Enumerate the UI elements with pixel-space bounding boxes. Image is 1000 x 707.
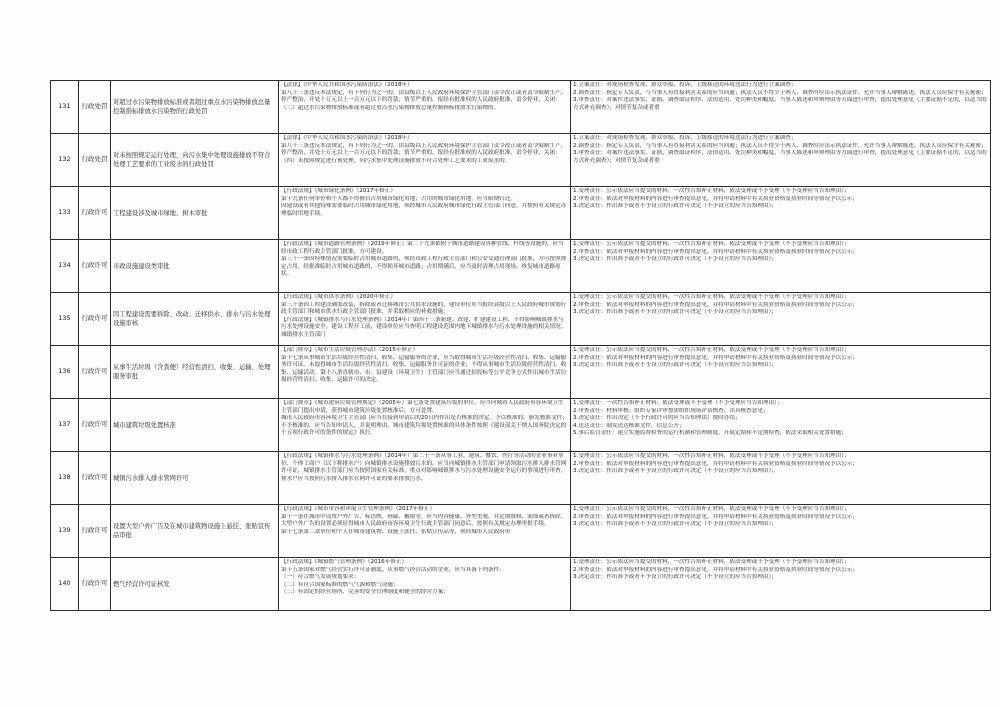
- responsibility-item: 2.审查责任：依法对申报材料的内容进行审查提出意见，并将申请材料中有关执业资格及执业时间等情况予以公示；: [573, 195, 859, 202]
- responsibility-item: 4.送达责任：制发送达核准文件，信息公开；: [573, 422, 685, 429]
- responsibility-item: 1.立案责任：对现场检查发现、群众举报、投诉、上级移送的环境违法行为进行立案调查；: [573, 135, 797, 141]
- responsibility-item: 3.决定责任：作出准予或者不予设立的行政许可决定（不予设立的应当告知理由）；: [573, 309, 777, 315]
- responsibility-item: 2.审查责任：材料审核；组织专家评审按需组织现场评估核查，出具核查意见；: [573, 407, 769, 414]
- row-category: 行政许可: [79, 240, 111, 293]
- row-category: 行政许可: [79, 558, 111, 611]
- row-number: 139: [51, 505, 79, 558]
- legal-basis-paragraph: 【行政法规】《城市市容和环境卫生管理条例》（2017年修正）: [281, 506, 436, 512]
- legal-basis-paragraph: 【行政法规】《城镇排水与污水处理条例》（2014年）第四十三条新建、改建、扩建建设工程，不得影响城镇排水与污水处理设施安全。建设工程开工前，建设单位应当查明工程建设范围内地下城镇排水与污水处理设施的相关情况。城镇排水主管部门: [281, 316, 567, 338]
- row-number: 137: [51, 399, 79, 452]
- legal-basis-paragraph: （三）有固定的经营场所、完善的安全管理制度和健全的经营方案；: [281, 589, 449, 595]
- responsibility-item: 3.决定责任：作出准予或者不予设立的行政许可决定（不予设立的应当告知理由）；: [573, 574, 777, 580]
- responsibility-item: 3.决定责任：作出决定（不予行政许可的应当告知理由）按时办结；: [573, 415, 741, 421]
- legal-basis-paragraph: 城市人民政府市容环境卫生主管部门应当在接到申请后的20日内作出是否核准的决定。予以核准的，颁发核准文件；不予核准的，应当告知申请人，并说明理由。城市建筑垃圾处置核准的具体条件按照《建设部关于纳入国务院决定的十五项行政许可的条件的规定》执行。: [281, 415, 568, 436]
- row-item-name: 市政设施建设类审批: [111, 240, 279, 293]
- legal-basis-paragraph: 第八十三条违反本法规定，有下列行为之一的，由县级以上人民政府环境保护主管部门责令改正或者责令限制生产、停产整治，并处十万元以上一百万元以下的罚款；情节严重的，报经有批准权的人民政府批准，责令停业、关闭：: [281, 89, 567, 103]
- row-category: 行政许可: [79, 452, 111, 505]
- row-category: 行政许可: [79, 293, 111, 346]
- responsibility-item: 1.受理责任：公示依法应当提交的材料，一次性告知补正材料，依法受理或不予受理（不予受理应当告知理由）；: [573, 188, 850, 194]
- table-row: [51, 558, 991, 611]
- legal-basis-paragraph: 因建设或者其他特殊需要临时占用城市绿化用地，须经城市人民政府城市绿化行政主管部门同意，并按照有关规定办理临时用地手续。: [281, 203, 567, 217]
- legal-basis-paragraph: （二）有符合国家标准的燃气气源和燃气设施；: [281, 581, 399, 588]
- power-list-table: [50, 80, 991, 611]
- responsibility-item: 3.审查责任：对案件违法事实、证据、调查取证程序、法律适用、处罚种类和幅度、当事人陈述和申辩理由等方面进行审查，提出处理意见（主要证据不足的，以适当的方式补充调查）；对情节复杂或者重: [573, 150, 987, 164]
- legal-basis-paragraph: 第十九条任何单位和个人都不得擅自占用城市绿化用地；占用的城市绿化用地，应当限期归还。: [281, 195, 516, 202]
- legal-basis-paragraph: 第八十三条违反本法规定，有下列行为之一的，由县级以上人民政府环境保护主管部门责令改正或者责令限制生产、停产整治，并处十万元以上一百万元以下的罚款；情节严重的，报经有批准权的人民政府批准，责令停业、关闭：: [281, 142, 567, 156]
- row-legal-basis: [279, 452, 571, 505]
- row-responsibilities: [571, 399, 991, 452]
- legal-basis-paragraph: 第三十条因工程建设确需改装、拆除或者迁移城市公共供水设施的，建设单位应当报经县级以上人民政府城市规划行政主管部门和城市供水行政主管部门批准，并采取相应的补救措施。: [281, 301, 567, 315]
- responsibility-item: 2.审查责任：依法对申报材料的内容进行审查提出意见，并将申请材料中有关执业资格及执业时间等情况予以公示；: [573, 301, 859, 308]
- row-responsibilities: [571, 346, 991, 399]
- row-item-name: 燃气经营许可证核发: [111, 558, 279, 611]
- row-legal-basis: [279, 81, 571, 134]
- table-row: [51, 293, 991, 346]
- responsibility-item: 1.受理责任：公示依法应当提交的材料，一次性告知补正材料，依法受理或不予受理（不予受理应当告知理由）；: [573, 241, 850, 247]
- row-item-name: 对超过水污染物排放标准或者超过重点水污染物排放总量控制指标排放水污染物的行政处罚: [111, 81, 279, 134]
- row-number: 133: [51, 187, 79, 240]
- row-category: 行政处罚: [79, 134, 111, 187]
- row-legal-basis: [279, 558, 571, 611]
- legal-basis-paragraph: 第十五条国家对燃气经营实行许可证制度。从事燃气经营活动的企业，应当具备下列条件：: [281, 566, 505, 573]
- row-item-name: 因工程建设需要拆除、改动、迁移供水、排水与污水处理设施审核: [111, 293, 279, 346]
- responsibility-item: 3.审查责任：对案件违法事实、证据、调查取证程序、法律适用、处罚种类和幅度、当事人陈述和申辩理由等方面进行审查，提出处理意见（主要证据不足的，以适当的方式补充调查）；对情节复杂或者重: [573, 97, 987, 111]
- row-item-name: 设置大型户外广告及在城市建筑物设施上悬挂、张贴宣传品审批: [111, 505, 279, 558]
- row-category: 行政许可: [79, 346, 111, 399]
- row-item-name: 城市建筑垃圾处置核准: [111, 399, 279, 452]
- legal-basis-paragraph: （一）符合燃气发展规划要求；: [281, 574, 360, 580]
- responsibility-item: 1.受理责任：公示依法应当提交的材料，一次性告知补正材料，依法受理或不予受理（不予受理应当告知理由）；: [573, 453, 850, 459]
- legal-basis-paragraph: （二）超过水污染物排放标准或者超过重点水污染物排放总量控制指标排放水污染物的。: [281, 104, 500, 111]
- legal-basis-paragraph: 【行政法规】《城镇排水与污水处理条例》（2014年）第二十一条从事工业、建筑、餐饮、医疗等活动的企业事业单位、个体工商户（以下称排水户）向城镇排水设施排放污水的，应当向城镇排水主管部门申请领取污水排入排水管网许可证。城镇排水主管部门应当按照国家有关标准，重点对影响城镇排水与污水处理设施安全运行的事项进行审查。: [281, 453, 567, 474]
- table-row: [51, 134, 991, 187]
- row-item-name: 对未按照规定运行处理、向污水集中处理设施排放不符合处理工艺要求的工业废水的行政处罚: [111, 134, 279, 187]
- legal-basis-paragraph: 【法律】《中华人民共和国水污染防治法》（2018年）: [281, 135, 413, 141]
- row-responsibilities: [571, 187, 991, 240]
- row-number: 135: [51, 293, 79, 346]
- row-legal-basis: [279, 187, 571, 240]
- legal-basis-paragraph: 第十七条从事城市生活垃圾经营性清扫、收集、运输服务的企业，应当取得城市生活垃圾经营性清扫、收集、运输服务许可证。未取得城市生活垃圾经营性清扫、收集、运输服务许可证的企业，不得从事城市生活垃圾经营性清扫、收集、运输活动。第十八条直辖市、市、县建设（环境卫生）主管部门应当通过招投标等公平竞争方式作出城市生活垃圾经营性清扫、收集、运输许可的决定。: [281, 354, 567, 383]
- legal-basis-paragraph: 【行政法规】《城镇燃气管理条例》（2016年修正）: [281, 559, 408, 565]
- responsibility-item: 1.受理责任：公示依法应当提交的材料，一次性告知补正材料，依法受理或不予受理（不予受理应当告知理由）；: [573, 347, 850, 353]
- legal-basis-paragraph: 【部门规章】《城市建筑垃圾管理规定》（2005年）第七条处置建筑垃圾的单位，应当向城市人民政府市容环境卫生主管部门提出申请，获得城市建筑垃圾处置核准后，方可处置。: [281, 400, 564, 414]
- legal-basis-paragraph: 【部门规章】《城市生活垃圾管理办法》（2015年修正）: [281, 347, 419, 353]
- row-number: 132: [51, 134, 79, 187]
- responsibility-item: 1.受理责任：一次性告知补正材料；依法受理或不予受理（不予受理应当告知理由）；: [573, 400, 783, 406]
- table-row: [51, 81, 991, 134]
- table-row: [51, 346, 991, 399]
- table-row: [51, 240, 991, 293]
- legal-basis-paragraph: 【行政法规】《城市供水条例》（2020年修正）: [281, 294, 396, 300]
- responsibility-item: 1.受理责任：公示依法应当提交的材料，一次性告知补正材料，依法受理或不予受理（不予受理应当告知理由）；: [573, 506, 850, 512]
- row-legal-basis: [279, 346, 571, 399]
- responsibility-item: 2.审查责任：依法对申报材料的内容进行审查提出意见，并将申请材料中有关执业资格及执业时间等情况予以公示；: [573, 566, 859, 573]
- legal-basis-paragraph: 第三十一条因特殊情况需要临时占用城市道路的，须经市政工程行政主管部门和公安交通管理部门批准，方可按照规定占用。经批准临时占用城市道路的，不得损坏城市道路；占用期满后，应当及时清理占用现场，恢复城市道路原状。: [281, 256, 567, 277]
- responsibility-item: 1.立案责任：对现场检查发现、群众举报、投诉、上级移送的环境违法行为进行立案调查；: [573, 82, 797, 88]
- legal-basis-paragraph: 第十一条在城市中设置户外广告、标语牌、画廊、橱窗等，应当内容健康、外型美观，并定期维修、油饰或者拆除。大型户外广告的设置必须征得城市人民政府市容环境卫生行政主管部门同意后，按照有关规定办理审批手续。: [281, 513, 567, 527]
- responsibility-item: 3.决定责任：作出准予或者不予设立的行政许可决定（不予设立的应当告知理由）；: [573, 468, 777, 474]
- responsibility-item: 2.调查责任：指定专人负责，与当事人有直接利害关系的应当回避；执法人员不得少于两人，调查时应出示执法证件，允许当事人辩解陈述，执法人员应保守有关秘密；: [573, 89, 987, 96]
- row-legal-basis: [279, 399, 571, 452]
- row-category: 行政许可: [79, 187, 111, 240]
- row-responsibilities: [571, 81, 991, 134]
- row-responsibilities: [571, 505, 991, 558]
- legal-basis-paragraph: 第十七条第二款单位和个人在城市建筑物、设施上张挂、张贴宣传品等，须经城市人民政府市: [281, 528, 511, 535]
- row-legal-basis: [279, 240, 571, 293]
- responsibility-item: 3.决定责任：作出准予或者不予设立的行政许可决定（不予设立的应当告知理由）；: [573, 521, 777, 527]
- table-row: [51, 399, 991, 452]
- table-body: [51, 81, 991, 611]
- responsibility-item: 3.决定责任：作出准予或者不予设立的行政许可决定（不予设立的应当告知理由）；: [573, 203, 777, 209]
- row-responsibilities: [571, 293, 991, 346]
- row-legal-basis: [279, 134, 571, 187]
- row-item-name: 城镇污水排入排水管网许可: [111, 452, 279, 505]
- row-number: 140: [51, 558, 79, 611]
- responsibility-item: 1.受理责任：公示依法应当提交的材料，一次性告知补正材料，依法受理或不予受理（不予受理应当告知理由）；: [573, 559, 850, 565]
- table-row: [51, 505, 991, 558]
- row-category: 行政处罚: [79, 81, 111, 134]
- responsibility-item: 2.审查责任：依法对申报材料的内容进行审查提出意见，并将申请材料中有关执业资格及执业时间等情况予以公示；: [573, 354, 859, 361]
- responsibility-item: 2.调查责任：指定专人负责，与当事人有直接利害关系的应当回避；执法人员不得少于两人，调查时应出示执法证件，允许当事人辩解陈述，执法人员应保守有关秘密；: [573, 142, 987, 149]
- row-number: 136: [51, 346, 79, 399]
- row-responsibilities: [571, 134, 991, 187]
- row-legal-basis: [279, 293, 571, 346]
- row-number: 138: [51, 452, 79, 505]
- responsibility-item: 3.决定责任：作出准予或者不予设立的行政许可决定（不予设立的应当告知理由）；: [573, 362, 777, 368]
- responsibility-item: 2.审查责任：依法对申报材料的内容进行审查提出意见，并将申请材料中有关执业资格及执业时间等情况予以公示；: [573, 513, 859, 520]
- table-row: [51, 187, 991, 240]
- legal-basis-paragraph: （四）未按照规定进行预处理，向污水集中处理设施排放不符合处理工艺要求的工业废水的。: [281, 157, 511, 164]
- responsibility-item: 2.审查责任：依法对申报材料的内容进行审查提出意见，并将申请材料中有关执业资格及执业时间等情况予以公示；: [573, 460, 859, 467]
- legal-basis-paragraph: 【行政法规】《城市道路管理条例》（2019年修正）第二十九条依附于城市道路建设各种管线、杆线等设施的，应当经市政工程行政主管部门批准，方可建设。: [281, 241, 564, 255]
- row-category: 行政许可: [79, 505, 111, 558]
- legal-basis-paragraph: 【法律】《中华人民共和国水污染防治法》（2018年）: [281, 82, 413, 88]
- table-row: [51, 452, 991, 505]
- row-responsibilities: [571, 558, 991, 611]
- row-category: 行政许可: [79, 399, 111, 452]
- row-number: 134: [51, 240, 79, 293]
- responsibility-item: 5.事后监管责任：建立实施监督检查的运行机制和管理制度，开展定期和不定期检查，依法采取相关处置措施；: [573, 430, 847, 436]
- row-item-name: 从事生活垃圾（含粪便）经营性清扫、收集、运输、处理服务审批: [111, 346, 279, 399]
- row-item-name: 工程建设涉及城市绿地、树木审批: [111, 187, 279, 240]
- row-responsibilities: [571, 240, 991, 293]
- legal-basis-paragraph: 排水户应当按照污水排入排水管网许可证的要求排放污水。: [281, 475, 427, 482]
- legal-basis-paragraph: 【行政法规】《城市绿化条例》（2017年修正）: [281, 188, 396, 194]
- responsibility-item: 1.受理责任：公示依法应当提交的材料，一次性告知补正材料，依法受理或不予受理（不予受理应当告知理由）；: [573, 294, 850, 300]
- row-legal-basis: [279, 505, 571, 558]
- responsibility-item: 3.决定责任：作出准予或者不予设立的行政许可决定（不予设立的应当告知理由）；: [573, 256, 777, 262]
- row-responsibilities: [571, 452, 991, 505]
- responsibility-item: 2.审查责任：依法对申报材料的内容进行审查提出意见，并将申请材料中有关执业资格及执业时间等情况予以公示；: [573, 248, 859, 255]
- row-number: 131: [51, 81, 79, 134]
